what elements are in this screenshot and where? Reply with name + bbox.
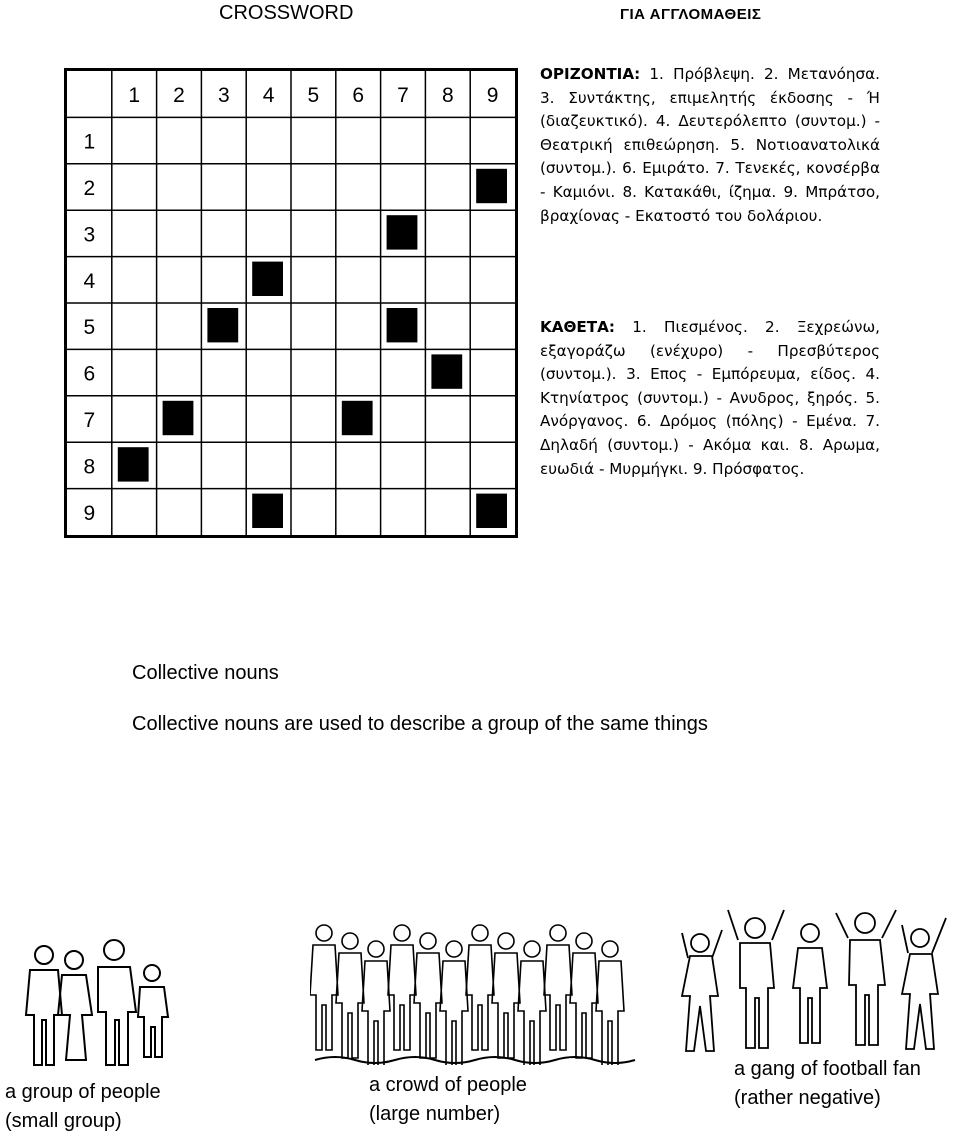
small-group-illustration [14,935,174,1070]
example-3-line2: (rather negative) [734,1087,881,1109]
row-label: 4 [83,269,96,293]
down-clues [540,316,880,481]
row-label: 6 [83,362,96,386]
header-title: CROSSWORD [219,2,354,24]
crowd-illustration [310,915,640,1065]
example-3-line1: a gang of football fan [734,1058,921,1080]
header-subtitle: ΓΙΑ ΑΓΓΛΟΜΑΘΕΙΣ [620,6,762,23]
section-title: Collective nouns [132,662,279,684]
example-2-line1: a crowd of people [369,1074,527,1096]
col-label: 5 [307,84,320,108]
row-label: 5 [83,316,96,340]
black-cell [476,494,507,528]
black-cell [207,308,238,342]
black-cell [387,215,418,249]
crossword-grid-svg [67,71,515,535]
row-label: 3 [83,223,96,247]
gang-illustration [680,898,960,1058]
col-label: 4 [262,84,275,108]
row-label: 7 [83,409,96,432]
black-cell [163,401,194,435]
black-cell [342,401,373,435]
col-label: 3 [217,84,230,108]
example-1-line1: a group of people [5,1081,161,1103]
black-cell [252,262,283,296]
example-1-line2: (small group) [5,1110,122,1132]
down-text: 1. Πιεσμένος. 2. Ξεχρεώνω, εξαγοράζω (ενέχυρο) - Πρεσβύτερος (συντομ.). 3. Επος - Εμπόρευμα, είδος. 4. Κτηνίατρος (συντομ.) - Ανυδρος, ξηρός. 5. Ανόργανος. 6. Δρόμος (πόλης) - Εμένα. 7. Δηλαδή (συντομ.) - Ακόμα και. 8. Αρωμα, ευωδιά - Μυρμήγκι. 9. Πρόσφατος. [540,318,880,478]
col-label: 8 [441,84,454,108]
example-caption-1 [5,1078,161,1136]
across-text: 1. Πρόβλεψη. 2. Μετανόησα. 3. Συντάκτης, επιμελητής έκδοσης - Ή (διαζευκτικό). 4. Δευτερόλεπτο (συντομ.) - Θεατρική επιθεώρηση. 5. Νοτιοανατολικά (συντομ.). 6. Εμιράτο. 7. Τενεκές, κονσέρβα - Καμιόνι. 8. Κατακάθι, ίζημα. 9. Μπράτσο, βραχίονας - Εκατοστό του δολάριου. [540,65,881,225]
example-caption-2 [369,1071,527,1129]
black-cell [476,169,507,203]
section-description: Collective nouns are used to describe a group of the same things [132,713,708,735]
col-label: 1 [128,84,141,108]
row-label: 8 [83,455,96,479]
col-label: 7 [397,84,409,108]
row-label: 2 [83,177,96,200]
black-cell [431,354,462,388]
black-cell [118,447,149,481]
crossword-grid [64,68,518,538]
col-label: 6 [352,84,365,108]
black-cell [252,494,283,528]
example-2-line2: (large number) [369,1103,501,1125]
across-clues [540,63,880,228]
across-title: ΟΡΙΖΟΝΤΙΑ: [540,65,641,83]
col-label: 2 [173,84,185,108]
down-title: ΚΑΘΕΤΑ: [540,318,615,336]
row-label: 9 [83,501,96,525]
black-cell [387,308,418,342]
row-label: 1 [83,130,96,154]
example-caption-3 [734,1055,921,1113]
col-label: 9 [486,84,499,108]
